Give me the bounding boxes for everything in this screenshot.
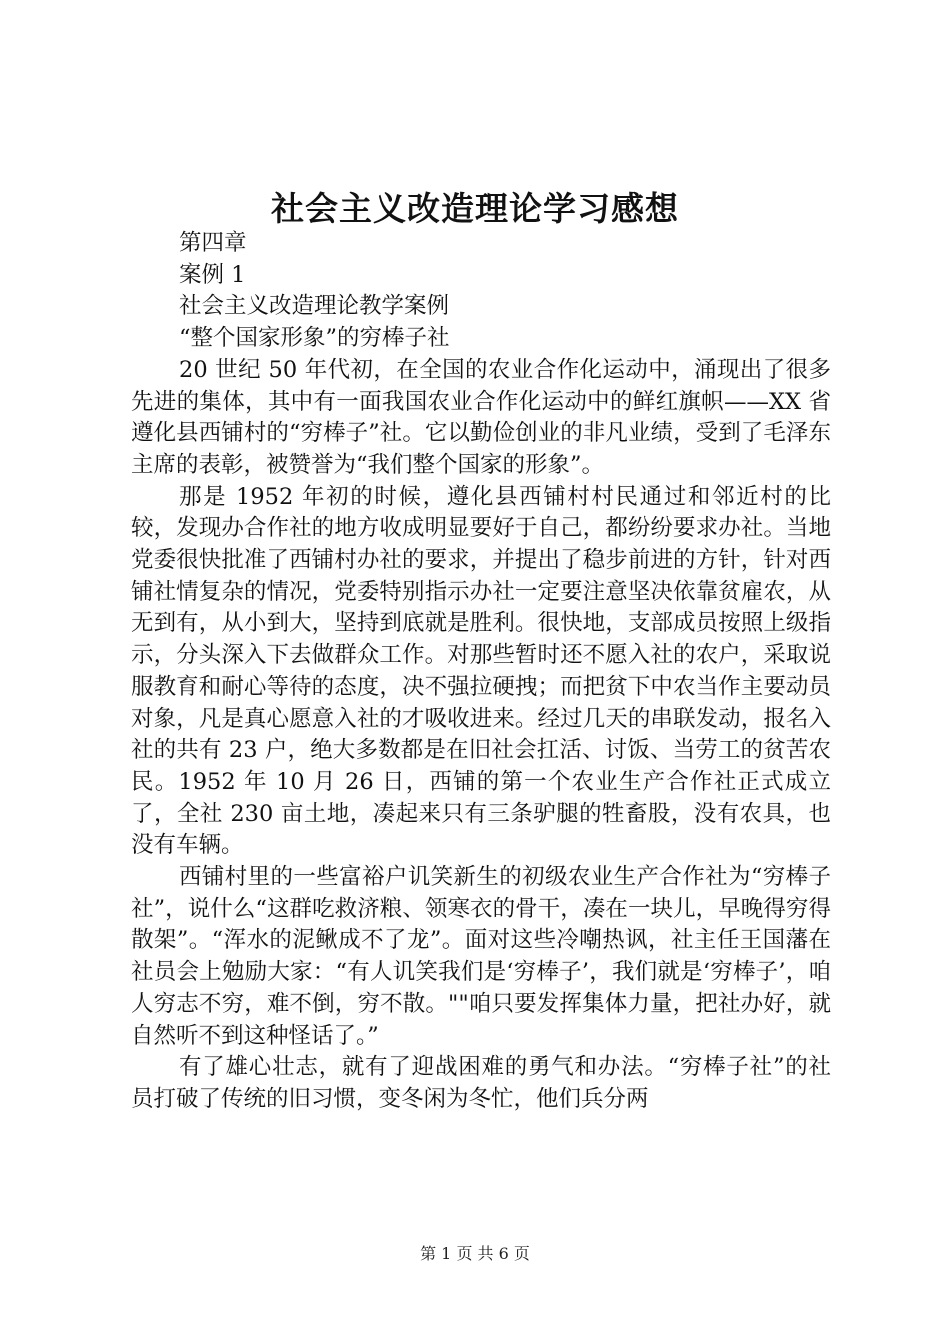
document-title: 社会主义改造理论学习感想 xyxy=(271,189,679,228)
paragraph: 有了雄心壮志，就有了迎战困难的勇气和办法。“穷棒子社”的社员打破了传统的旧习惯，变冬闲为冬忙，他们兵分两 xyxy=(131,1054,831,1112)
case-subtitle: 社会主义改造理论教学案例 xyxy=(179,293,450,320)
chapter-heading: 第四章 xyxy=(179,230,247,256)
paragraph: 20 世纪 50 年代初，在全国的农业合作化运动中，涌现出了很多先进的集体，其中有一面我国农业合作化运动中的鲜红旗帜——XX 省遵化县西铺村的“穷棒子”社。它以勤俭创业的非凡业绩，受到了毛泽东主席的表彰，被赞誉为“我们整个国家的形象”。 xyxy=(131,356,831,478)
document-body xyxy=(131,228,831,1116)
case-title: “整个国家形象”的穷棒子社 xyxy=(179,325,450,352)
paragraph: 西铺村里的一些富裕户讥笑新生的初级农业生产合作社为“穷棒子社”，说什么“这群吃救济粮、领寒衣的骨干，凑在一块儿，早晚得穷得散架”。“浑水的泥鳅成不了龙”。面对这些冷嘲热讽，社主任王国藩在社员会上勉励大家：“有人讥笑我们是‘穷棒子’，我们就是‘穷棒子’，咱人穷志不穷，难不倒，穷不散。""咱只要发挥集体力量，把社办好，就自然听不到这种怪话了。” xyxy=(131,864,831,1049)
case-number: 案例 1 xyxy=(179,261,246,288)
paragraph: 那是 1952 年初的时候，遵化县西铺村村民通过和邻近村的比较，发现办合作社的地方收成明显要好于自己，都纷纷要求办社。当地党委很快批准了西铺村办社的要求，并提出了稳步前进的方针，针对西铺社情复杂的情况，党委特别指示办社一定要注意坚决依靠贫雇农，从无到有，从小到大，坚持到底就是胜利。很快地，支部成员按照上级指示，分头深入下去做群众工作。对那些暂时还不愿入社的农户，采取说服教育和耐心等待的态度，决不强拉硬拽；而把贫下中农当作主要动员对象，凡是真心愿意入社的才吸收进来。经过几天的串联发动，报名入社的共有 23 户，绝大多数都是在旧社会扛活、讨饭、当劳工的贫苦农民。1952 年 10 月 26 日，西铺的第一个农业生产合作社正式成立了，全社 230 亩土地，凑起来只有三条驴腿的牲畜股，没有农具，也没有车辆。 xyxy=(131,483,831,859)
page-number-footer: 第 1 页 共 6 页 xyxy=(420,1244,530,1263)
